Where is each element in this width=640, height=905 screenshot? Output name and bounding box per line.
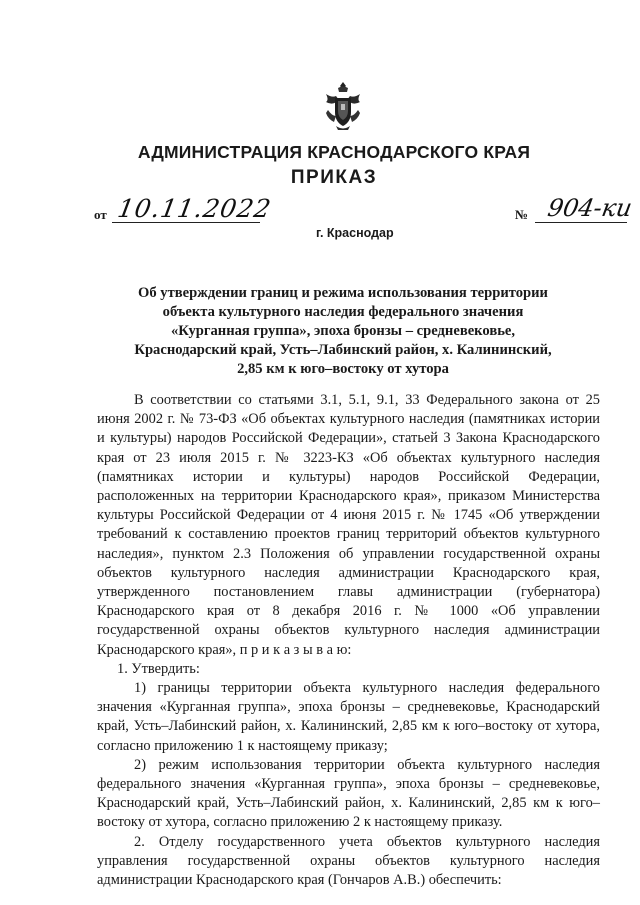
handwritten-number: 904-ки <box>545 194 635 222</box>
title-line: 2,85 км к юго–востоку от хутора <box>237 361 449 377</box>
document-body <box>97 391 600 890</box>
title-line: Об утверждении границ и режима использования территории <box>138 285 548 301</box>
title-line: «Курганная группа», эпоха бронзы – средневековье, <box>170 323 516 339</box>
preamble-paragraph: В соответствии со статьями 3.1, 5.1, 9.1, 33 Федерального закона от 25 июня 2002 г. № 73-ФЗ «Об объектах культурного наследия (памятниках истории и культуры) народов Российской Федерации», статьей 3 Закона Краснодарского края от 23 июля 2015 г. № 3223-КЗ «Об объектах культурного наследия (памятниках истории и культуры) народов Российской Федерации, расположенных на территории Краснодарского края», приказом Министерства культуры Российской Федерации от 4 июня 2015 г. № 1745 «Об утверждении требований к составлению проектов границ территорий объектов культурного наследия», пунктом 2.3 Положения об управлении государственной охраны объектов культурного наследия администрации Краснодарского края, утвержденного постановлением главы администрации (губернатора) Краснодарского края от 8 декабря 2016 г. № 1000 «Об управлении государственной охраны объектов культурного наследия администрации Краснодарского края», п р и к а з ы в а ю: <box>97 392 600 658</box>
date-label: от <box>94 207 107 222</box>
title-line: объекта культурного наследия федерального значения <box>162 304 524 320</box>
item-1-2: 2) режим использования территории объекта культурного наследия федерального значения «Курганная группа», эпоха бронзы – средневековье, Краснодарский край, Усть–Лабинский район, х. Калининский, 2,85 км к юго–востоку от хутора, согласно приложению 2 к настоящему приказу. <box>97 756 600 831</box>
coat-of-arms-emblem <box>322 80 364 132</box>
number-label: № <box>515 207 529 222</box>
item-2: 2. Отделу государственного учета объектов культурного наследия управления государственной охраны объектов культурного наследия администрации Краснодарского края (Гончаров А.В.) обеспечить: <box>97 833 600 889</box>
item-1: 1. Утвердить: <box>117 660 200 677</box>
document-title <box>118 284 568 379</box>
item-1-1: 1) границы территории объекта культурного наследия федерального значения «Курганная группа», эпоха бронзы – средневековье, Краснодарский край, Усть–Лабинский район, х. Калининский, 2,85 км к юго–востоку от хутора, согласно приложению 1 к настоящему приказу; <box>97 680 600 754</box>
handwritten-date: 10.11.2022 <box>115 194 274 223</box>
organization-name: АДМИНИСТРАЦИЯ КРАСНОДАРСКОГО КРАЯ <box>137 142 531 162</box>
document-type: ПРИКАЗ <box>290 167 378 188</box>
number-underline <box>535 222 627 223</box>
city-name: г. Краснодар <box>316 226 394 240</box>
title-line: Краснодарский край, Усть–Лабинский район, х. Калининский, <box>134 342 552 358</box>
